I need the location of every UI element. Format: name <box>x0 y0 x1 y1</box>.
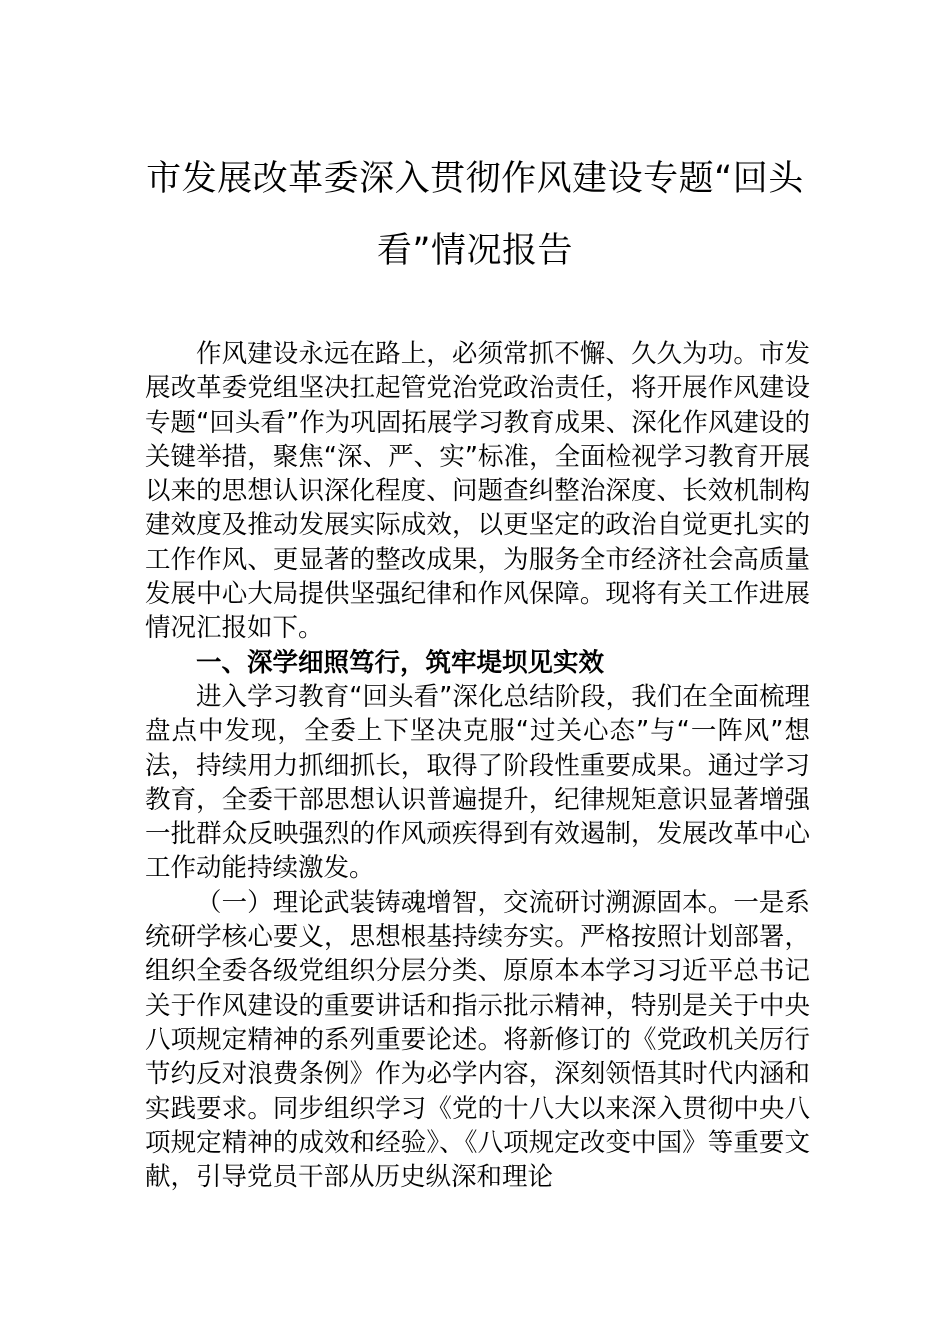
document-body <box>145 337 810 1194</box>
subsection-paragraph: （一）理论武装铸魂增智，交流研讨溯源固本。一是系统研学核心要义，思想根基持续夯实。严格按照计划部署，组织全委各级党组织分层分类、原原本本学习习近平总书记关于作风建设的重要讲话和指示批示精神，特别是关于中央八项规定精神的系列重要论述。将新修订的《党政机关厉行节约反对浪费条例》作为必学内容，深刻领悟其时代内涵和实践要求。同步组织学习《党的十八大以来深入贯彻中央八项规定精神的成效和经验》、《八项规定改变中国》等重要文献，引导党员干部从历史纵深和理论 <box>145 887 810 1193</box>
section-heading: 一、深学细照笃行，筑牢堤坝见实效 <box>196 647 605 678</box>
document-title: 市发展改革委深入贯彻作风建设专题“回头看”情况报告 <box>146 159 804 271</box>
intro-paragraph: 作风建设永远在路上，必须常抓不懈、久久为功。市发展改革委党组坚决扛起管党治党政治责任，将开展作风建设专题“回头看”作为巩固拓展学习教育成果、深化作风建设的关键举措，聚焦“深、严、实”标准，全面检视学习教育开展以来的思想认识深化程度、问题查纠整治深度、长效机制构建效度及推动发展实际成效，以更坚定的政治自觉更扎实的工作作风、更显著的整改成果，为服务全市经济社会高质量发展中心大局提供坚强纪律和作风保障。现将有关工作进展情况汇报如下。 <box>145 339 810 644</box>
section-paragraph: 进入学习教育“回头看”深化总结阶段，我们在全面梳理盘点中发现，全委上下坚决克服“过关心态”与“一阵风”想法，持续用力抓细抓长，取得了阶段性重要成果。通过学习教育，全委干部思想认识普遍提升，纪律规矩意识显著增强一批群众反映强烈的作风顽疾得到有效遏制，发展改革中心工作动能持续激发。 <box>145 681 810 884</box>
